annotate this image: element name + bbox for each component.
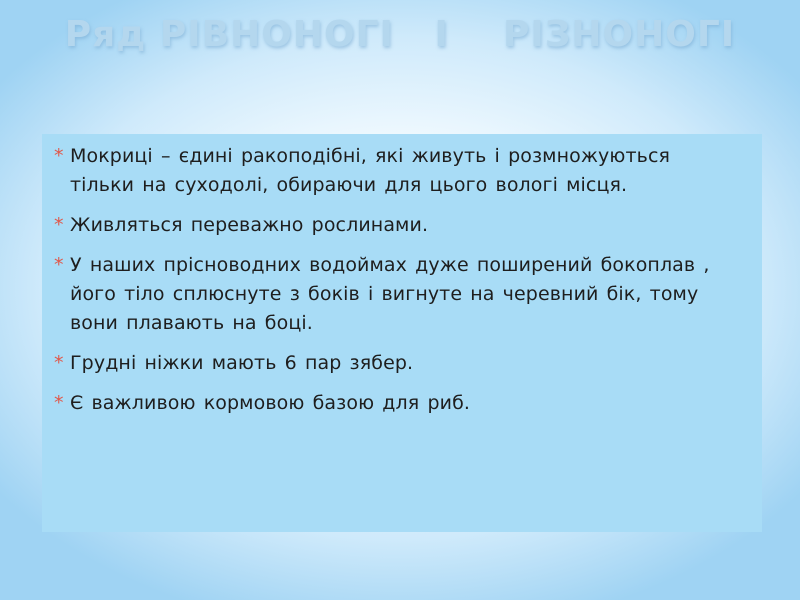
asterisk-bullet-icon: * [54,214,64,236]
slide-title: Ряд РІВНОНОГІ І РІЗНОНОГІ [64,14,736,55]
asterisk-bullet-icon: * [54,352,64,374]
bullet-item [54,251,742,338]
bullet-text: Живляться переважно рослинами. [70,214,429,236]
bullet-item [54,349,742,378]
bullet-text: Мокриці – єдині ракоподібні, які живуть і розмножуються тільки на суходолі, обираючи для цього вологі місця. [70,145,671,196]
asterisk-bullet-icon: * [54,145,64,167]
asterisk-bullet-icon: * [54,254,64,276]
bullet-text: Грудні ніжки мають 6 пар зябер. [70,352,414,374]
bullet-item [54,389,742,418]
bullet-text: У наших прісноводних водоймах дуже поширений бокоплав , його тіло сплюснуте з боків і вигнуте на черевний бік, тому вони плавають на боці. [70,254,710,334]
asterisk-bullet-icon: * [54,392,64,414]
bullet-text: Є важливою кормовою базою для риб. [70,392,471,414]
bullet-item [54,142,742,200]
content-panel [42,134,762,532]
bullet-list [54,142,742,418]
bullet-item [54,211,742,240]
